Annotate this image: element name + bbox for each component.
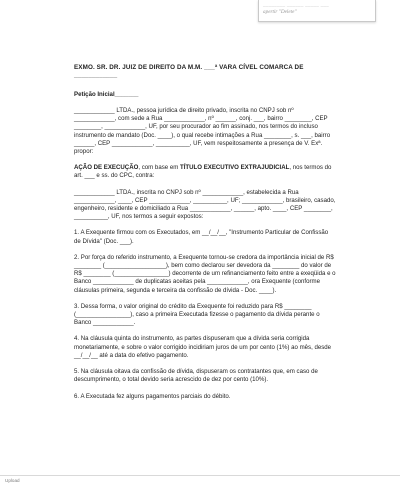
paragraph-4: 4. Na cláusula quinta do instrumento, as partes dispuseram que a dívida seria corrigida monetariamente, e sobre o valor corrigido incidiriam juros de um por cento (1%) ao mês, desde __/__/__ até a data do efetivo pagamento. xyxy=(74,335,332,359)
petition-label: Petição Inicial_______ xyxy=(74,90,139,98)
footer-divider xyxy=(0,475,400,476)
plaintiff-paragraph: ____________ LTDA., pessoa jurídica de direito privado, inscrita no CNPJ sob nº ____________, com sede a Rua ____________, nº ______, conj. ___, bairro ________, CEP ________, ____________, UF, por seu procurador ao fim assinado, nos termos do incluso instrumento de mandato (Doc. ____), o qual recebe intimações a Rua ________, s. ___, bairro ______, CEP ____________, __________, UF, vem respeitosamente a presença de V. Exª. propor: xyxy=(74,107,331,156)
comment-note xyxy=(258,0,376,22)
paragraph-1: 1. A Exequente firmou com os Executados, em __/__/__, "Instrumento Particular de Confissão de Dívida" (Doc. ___). xyxy=(74,229,329,245)
comment-note-hint: apertir "Delete" xyxy=(263,8,297,15)
action-label: AÇÃO DE EXECUÇÃO xyxy=(74,164,139,172)
defendant-paragraph: ____________ LTDA., inscrita no CNPJ sob nº ____________, estabelecida a Rua ____________, ____, CEP ____________, __________, UF; ____________, brasileiro, casado, engenheiro, residente e domiciliado a Rua ____________, ______, apto. ____, CEP ________, __________, UF, nos termos a seguir expostos: xyxy=(74,188,336,221)
paragraph-2: 2. Por força do referido instrumento, a Exequente tornou-se credora da importância inicial de R$ ________ (__________________), bem como declarou ser devedora da ________ do valor de R$ ________ (________________) decorrente de um refinanciamento feito entre a exeqüida e o Banco ____________ de duplicatas aceitas pela ____________, ora Exequente (conforme cláusulas primeira, segunda e terceira da confissão de dívida - Doc. ____). xyxy=(74,253,336,294)
paragraph-5: 5. Na cláusula oitava da confissão de dívida, dispuseram os contratantes que, em caso de descumprimento, o total devido seria acrescido de dez por cento (10%). xyxy=(74,368,318,384)
paragraph-3: 3. Dessa forma, o valor original do crédito da Exequente foi reduzido para R$ ________ (________________), caso a primeira Executada fizesse o pagamento da dívida perante o Banco ____________. xyxy=(74,302,320,327)
comment-note-line: ________ ______ _____ ___ xyxy=(263,2,329,8)
action-title: TÍTULO EXECUTIVO EXTRAJUDICIAL xyxy=(180,164,290,172)
court-heading: EXMO. SR. DR. JUIZ DE DIREITO DA M.M. ___ª VARA CÍVEL COMARCA DE ____________ xyxy=(74,64,304,80)
footer-label: Upload xyxy=(5,478,20,483)
paragraph-6: 6. A Executada fez alguns pagamentos parciais do débito. xyxy=(74,392,231,400)
action-paragraph xyxy=(74,164,336,180)
document-body xyxy=(74,64,336,401)
action-tail: , nos termos do art. ___ e ss. do CPC, contra: xyxy=(74,164,332,180)
action-connector: , com base em xyxy=(138,164,181,172)
